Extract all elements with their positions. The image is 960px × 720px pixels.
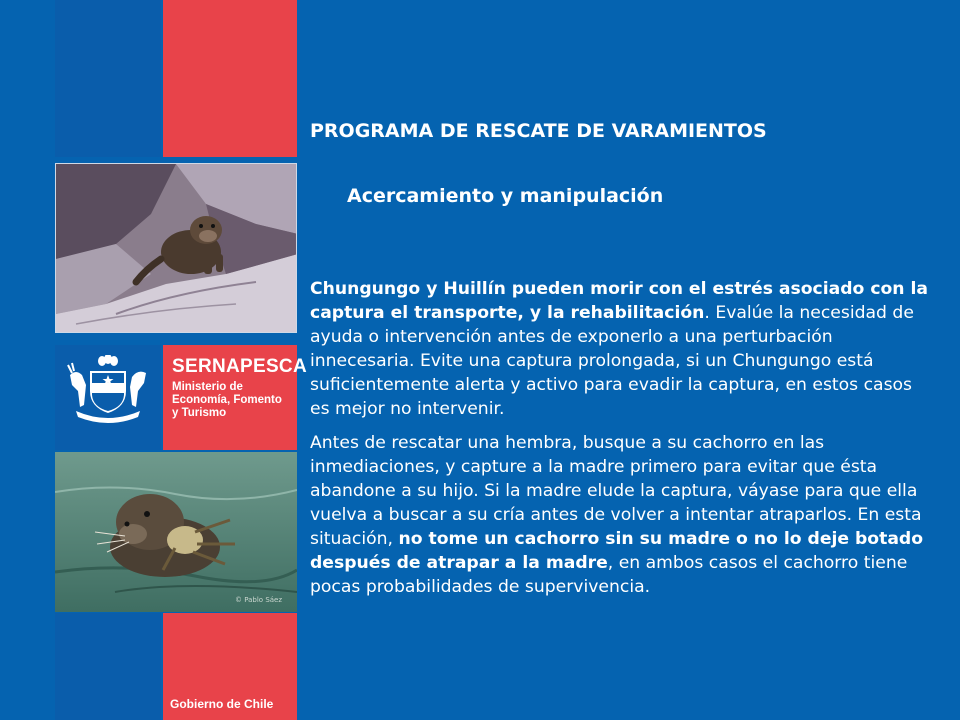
paragraph-2 <box>310 431 935 599</box>
otter-in-water-photo <box>55 452 297 612</box>
sernapesca-brand <box>172 356 307 420</box>
paragraph-2-tail: , en ambos casos el cachorro tiene pocas probabilidades de supervivencia. <box>310 553 908 597</box>
left-blue-strip-bottom <box>55 613 161 720</box>
photo-credit: © Pablo Sáez <box>235 596 283 604</box>
page-title: PROGRAMA DE RESCATE DE VARAMIENTOS <box>310 120 767 142</box>
chilean-coat-of-arms-icon <box>62 355 154 425</box>
ministry-name <box>172 381 307 420</box>
left-blue-strip-top <box>55 0 161 157</box>
ministry-line-1: Ministerio de <box>172 381 243 393</box>
paragraph-1-bold-lead: Chungungo y Huillín pueden morir con el estrés asociado con la captura el transporte, y la rehabilitación <box>310 279 929 323</box>
section-subtitle: Acercamiento y manipulación <box>347 185 664 207</box>
paragraph-2-lead: Antes de rescatar una hembra, busque a su cachorro en las inmediaciones, y capture a la madre primero para evitar que ésta abandone a su hijo. Si la madre elude la captura, váyase para que ella vuelva a buscar a su cría antes de volver a intentar atraparlos. En esta situación, <box>310 433 922 549</box>
paragraph-1 <box>310 277 935 421</box>
otter-on-rocks-photo <box>55 163 297 333</box>
paragraph-2-bold: no tome un cachorro sin su madre o no lo deje botado después de atrapar a la madre <box>310 529 924 573</box>
paragraph-1-rest: . Evalúe la necesidad de ayuda o intervención antes de exponerlo a una perturbación innecesaria. Evite una captura prolongada, si un Chungungo está suficientemente alerta y activo para evadir la captura, en estos casos es mejor no intervenir. <box>310 303 914 419</box>
body-text <box>310 277 935 599</box>
government-label: Gobierno de Chile <box>170 697 274 711</box>
ministry-line-3: y Turismo <box>172 407 227 419</box>
left-red-strip-top <box>163 0 297 157</box>
ministry-line-2: Economía, Fomento <box>172 394 282 406</box>
brand-name: SERNAPESCA <box>172 356 307 377</box>
